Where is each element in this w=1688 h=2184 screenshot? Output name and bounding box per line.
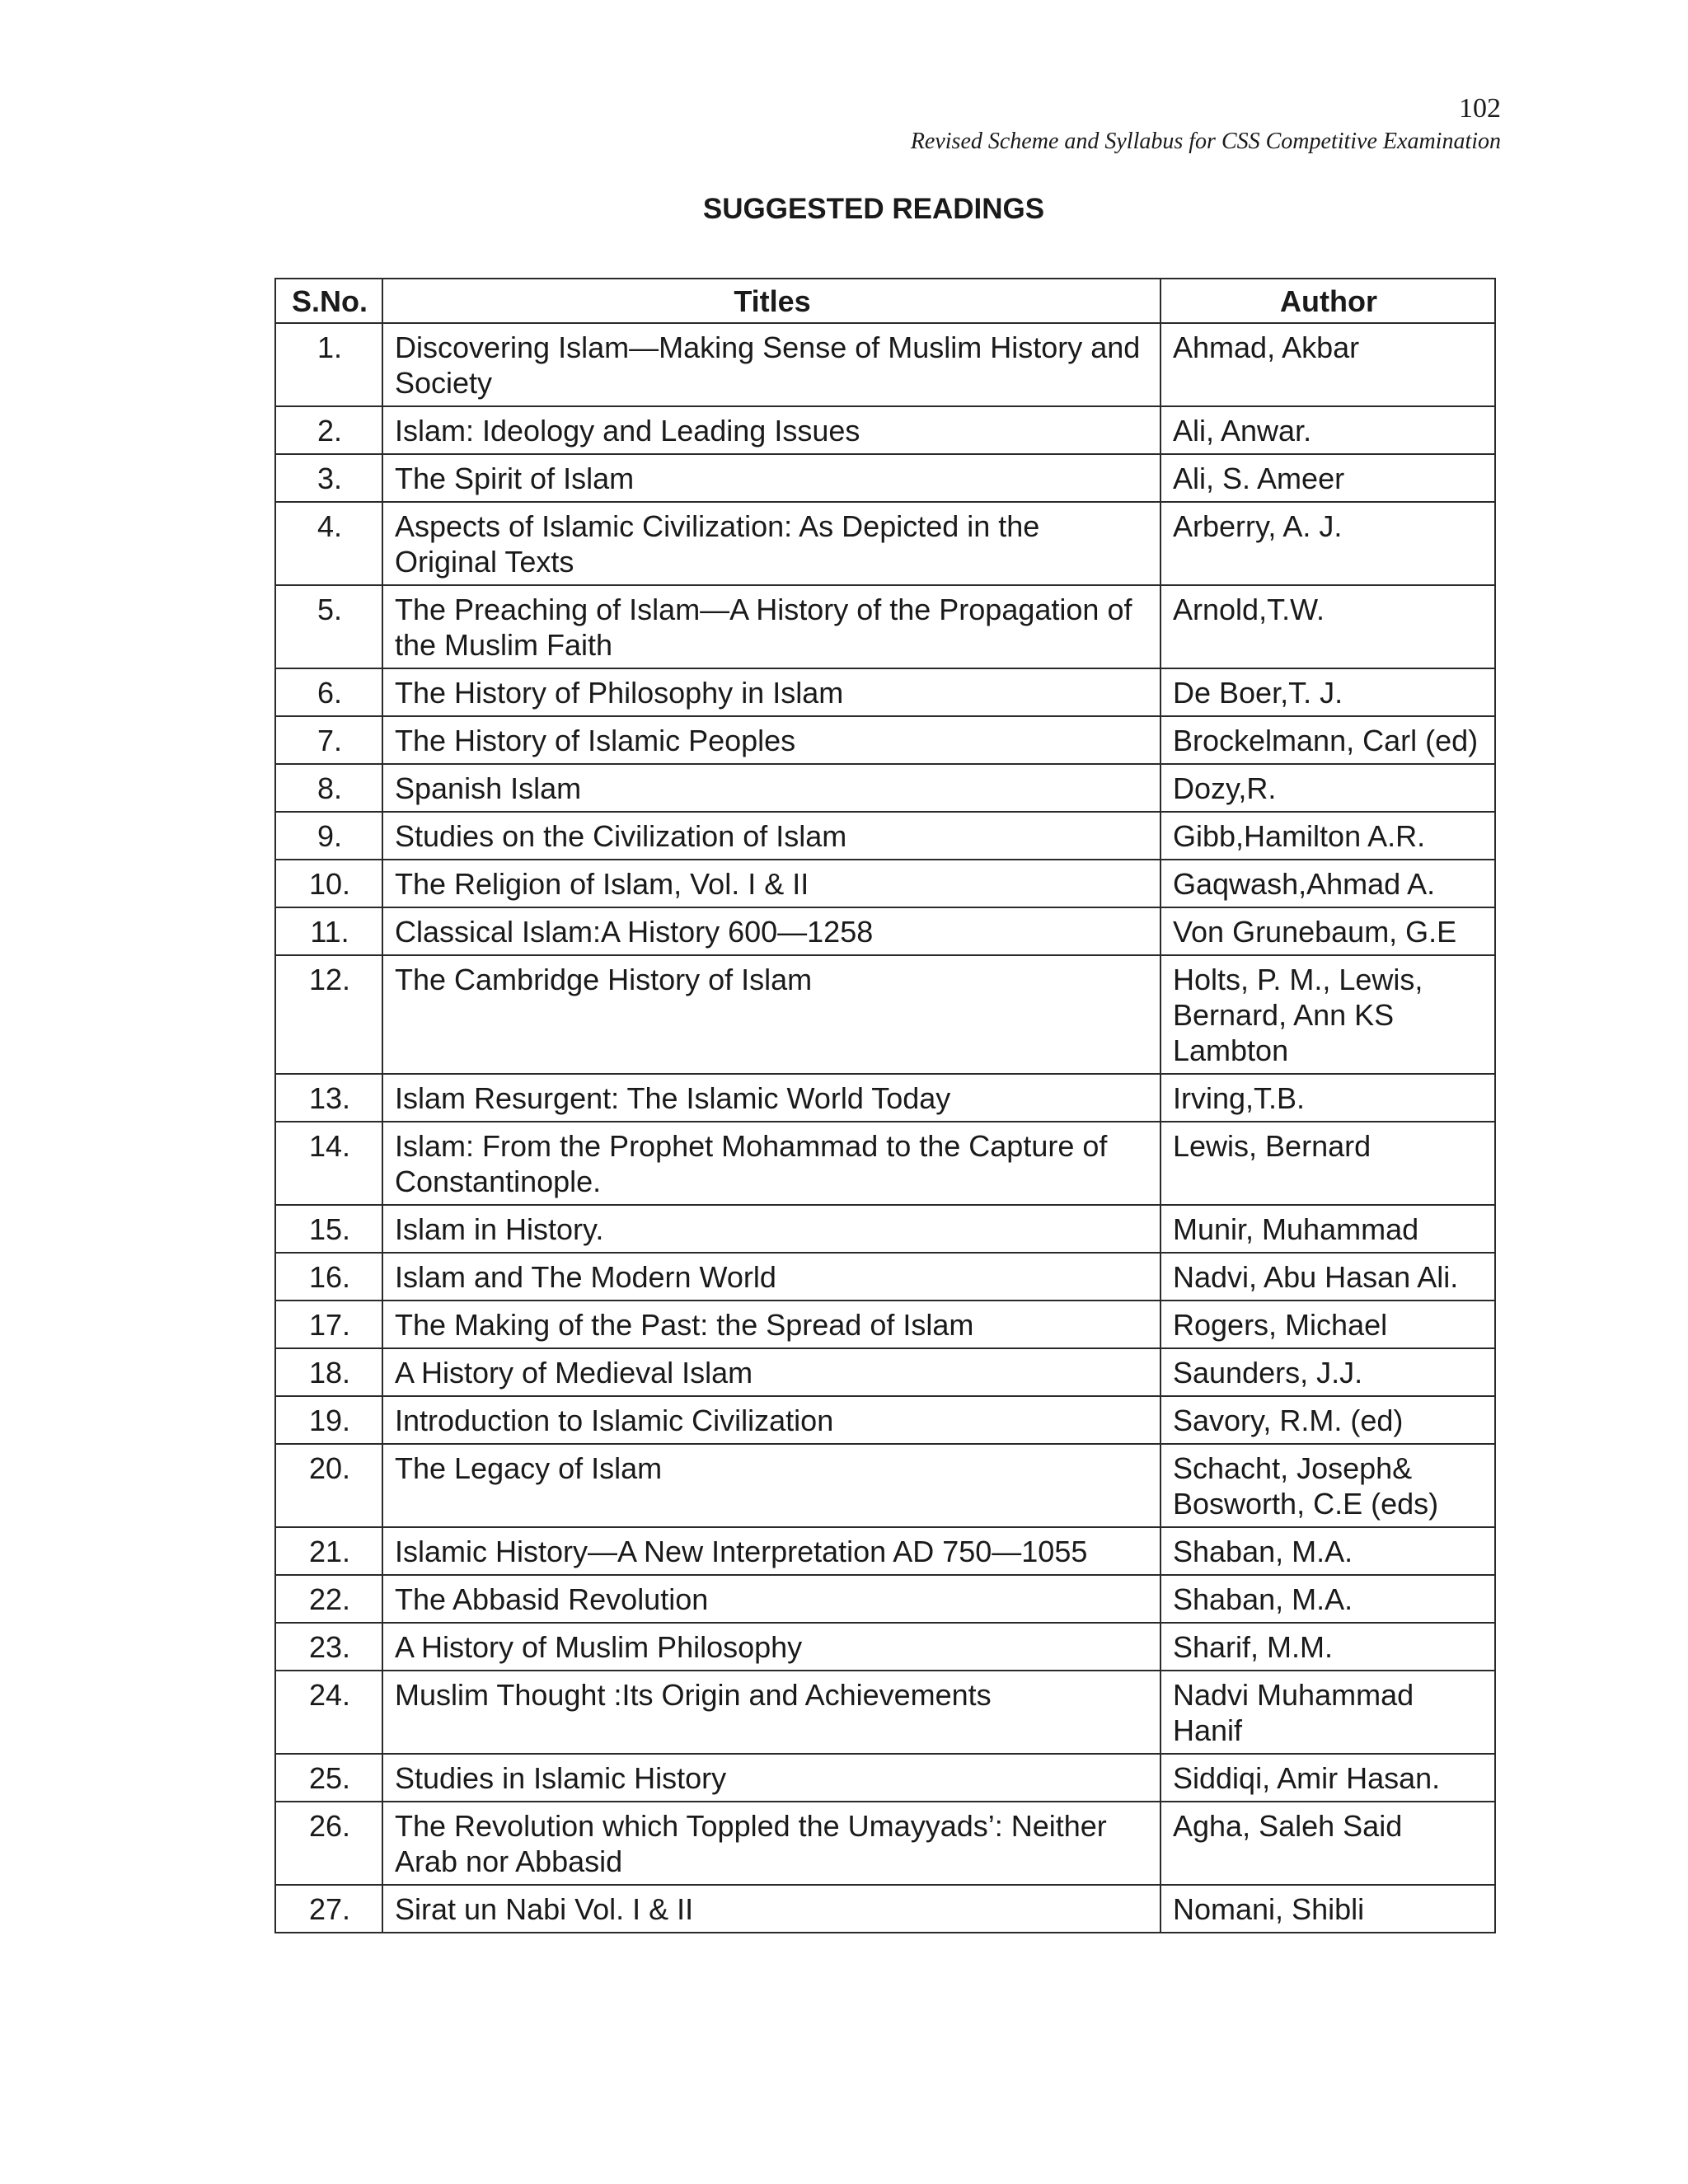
cell-author: Arberry, A. J. xyxy=(1160,502,1495,585)
table-row xyxy=(275,1575,1495,1623)
cell-title: Discovering Islam—Making Sense of Muslim History and Society xyxy=(382,323,1160,406)
cell-title: A History of Medieval Islam xyxy=(382,1348,1160,1396)
table-row xyxy=(275,1802,1495,1885)
table-row xyxy=(275,764,1495,812)
table-row xyxy=(275,1527,1495,1575)
cell-author: Schacht, Joseph& Bosworth, C.E (eds) xyxy=(1160,1444,1495,1527)
column-header-titles: Titles xyxy=(382,279,1160,323)
cell-title: Spanish Islam xyxy=(382,764,1160,812)
column-header-author: Author xyxy=(1160,279,1495,323)
cell-author: Shaban, M.A. xyxy=(1160,1527,1495,1575)
cell-title: The Legacy of Islam xyxy=(382,1444,1160,1527)
table-row xyxy=(275,323,1495,406)
table-row xyxy=(275,907,1495,955)
table-row xyxy=(275,1396,1495,1444)
cell-author: Holts, P. M., Lewis, Bernard, Ann KS Lambton xyxy=(1160,955,1495,1074)
cell-sno: 10. xyxy=(275,860,382,907)
cell-sno: 2. xyxy=(275,406,382,454)
table-row xyxy=(275,1253,1495,1301)
cell-author: Savory, R.M. (ed) xyxy=(1160,1396,1495,1444)
table-row xyxy=(275,502,1495,585)
table-row xyxy=(275,1348,1495,1396)
table-row xyxy=(275,454,1495,502)
cell-title: Studies in Islamic History xyxy=(382,1754,1160,1802)
cell-title: Islamic History—A New Interpretation AD 750—1055 xyxy=(382,1527,1160,1575)
cell-sno: 17. xyxy=(275,1301,382,1348)
table-row xyxy=(275,1074,1495,1122)
cell-author: Gibb,Hamilton A.R. xyxy=(1160,812,1495,860)
cell-sno: 7. xyxy=(275,716,382,764)
cell-title: Islam: From the Prophet Mohammad to the Capture of Constantinople. xyxy=(382,1122,1160,1205)
cell-title: Classical Islam:A History 600—1258 xyxy=(382,907,1160,955)
cell-title: Aspects of Islamic Civilization: As Depicted in the Original Texts xyxy=(382,502,1160,585)
cell-author: Lewis, Bernard xyxy=(1160,1122,1495,1205)
cell-sno: 8. xyxy=(275,764,382,812)
cell-author: De Boer,T. J. xyxy=(1160,668,1495,716)
cell-sno: 21. xyxy=(275,1527,382,1575)
table-row xyxy=(275,1444,1495,1527)
cell-sno: 6. xyxy=(275,668,382,716)
cell-title: The Religion of Islam, Vol. I & II xyxy=(382,860,1160,907)
cell-author: Munir, Muhammad xyxy=(1160,1205,1495,1253)
table-row xyxy=(275,406,1495,454)
table-row xyxy=(275,955,1495,1074)
table-row xyxy=(275,812,1495,860)
cell-title: The History of Philosophy in Islam xyxy=(382,668,1160,716)
cell-title: Islam Resurgent: The Islamic World Today xyxy=(382,1074,1160,1122)
cell-author: Ali, S. Ameer xyxy=(1160,454,1495,502)
table-row xyxy=(275,585,1495,668)
cell-sno: 11. xyxy=(275,907,382,955)
cell-author: Nadvi Muhammad Hanif xyxy=(1160,1671,1495,1754)
cell-sno: 9. xyxy=(275,812,382,860)
cell-title: Islam and The Modern World xyxy=(382,1253,1160,1301)
cell-sno: 18. xyxy=(275,1348,382,1396)
cell-sno: 15. xyxy=(275,1205,382,1253)
cell-author: Saunders, J.J. xyxy=(1160,1348,1495,1396)
cell-author: Irving,T.B. xyxy=(1160,1074,1495,1122)
column-header-sno: S.No. xyxy=(275,279,382,323)
cell-title: The Abbasid Revolution xyxy=(382,1575,1160,1623)
cell-author: Agha, Saleh Said xyxy=(1160,1802,1495,1885)
cell-sno: 22. xyxy=(275,1575,382,1623)
table-row xyxy=(275,716,1495,764)
cell-title: Studies on the Civilization of Islam xyxy=(382,812,1160,860)
cell-author: Nomani, Shibli xyxy=(1160,1885,1495,1933)
cell-sno: 3. xyxy=(275,454,382,502)
cell-sno: 24. xyxy=(275,1671,382,1754)
table-row xyxy=(275,668,1495,716)
cell-sno: 13. xyxy=(275,1074,382,1122)
cell-title: A History of Muslim Philosophy xyxy=(382,1623,1160,1671)
page-title: SUGGESTED READINGS xyxy=(702,193,1045,225)
cell-title: Islam in History. xyxy=(382,1205,1160,1253)
cell-sno: 1. xyxy=(275,323,382,406)
table-row xyxy=(275,860,1495,907)
cell-title: The Cambridge History of Islam xyxy=(382,955,1160,1074)
table-row xyxy=(275,1885,1495,1933)
cell-sno: 27. xyxy=(275,1885,382,1933)
cell-title: Muslim Thought :Its Origin and Achievements xyxy=(382,1671,1160,1754)
cell-author: Von Grunebaum, G.E xyxy=(1160,907,1495,955)
readings-table xyxy=(274,278,1496,1933)
table-row xyxy=(275,1754,1495,1802)
cell-sno: 14. xyxy=(275,1122,382,1205)
table-row xyxy=(275,1623,1495,1671)
cell-author: Siddiqi, Amir Hasan. xyxy=(1160,1754,1495,1802)
table-header-row xyxy=(275,279,1495,323)
cell-sno: 4. xyxy=(275,502,382,585)
cell-author: Sharif, M.M. xyxy=(1160,1623,1495,1671)
cell-author: Ahmad, Akbar xyxy=(1160,323,1495,406)
running-header: Revised Scheme and Syllabus for CSS Competitive Examination xyxy=(910,129,1501,154)
cell-author: Dozy,R. xyxy=(1160,764,1495,812)
cell-author: Rogers, Michael xyxy=(1160,1301,1495,1348)
cell-author: Gaqwash,Ahmad A. xyxy=(1160,860,1495,907)
cell-sno: 26. xyxy=(275,1802,382,1885)
cell-author: Shaban, M.A. xyxy=(1160,1575,1495,1623)
cell-author: Arnold,T.W. xyxy=(1160,585,1495,668)
cell-title: The Revolution which Toppled the Umayyads’: Neither Arab nor Abbasid xyxy=(382,1802,1160,1885)
page-number: 102 xyxy=(1459,93,1501,124)
cell-author: Nadvi, Abu Hasan Ali. xyxy=(1160,1253,1495,1301)
cell-sno: 16. xyxy=(275,1253,382,1301)
cell-sno: 25. xyxy=(275,1754,382,1802)
table-body xyxy=(275,323,1495,1933)
table-row xyxy=(275,1671,1495,1754)
cell-title: Sirat un Nabi Vol. I & II xyxy=(382,1885,1160,1933)
cell-sno: 12. xyxy=(275,955,382,1074)
cell-title: The Making of the Past: the Spread of Islam xyxy=(382,1301,1160,1348)
cell-author: Brockelmann, Carl (ed) xyxy=(1160,716,1495,764)
cell-title: The Spirit of Islam xyxy=(382,454,1160,502)
cell-sno: 5. xyxy=(275,585,382,668)
cell-title: Islam: Ideology and Leading Issues xyxy=(382,406,1160,454)
cell-author: Ali, Anwar. xyxy=(1160,406,1495,454)
cell-title: The History of Islamic Peoples xyxy=(382,716,1160,764)
cell-title: Introduction to Islamic Civilization xyxy=(382,1396,1160,1444)
table-row xyxy=(275,1122,1495,1205)
cell-sno: 20. xyxy=(275,1444,382,1527)
cell-sno: 19. xyxy=(275,1396,382,1444)
cell-sno: 23. xyxy=(275,1623,382,1671)
table-row xyxy=(275,1301,1495,1348)
table-row xyxy=(275,1205,1495,1253)
cell-title: The Preaching of Islam—A History of the Propagation of the Muslim Faith xyxy=(382,585,1160,668)
